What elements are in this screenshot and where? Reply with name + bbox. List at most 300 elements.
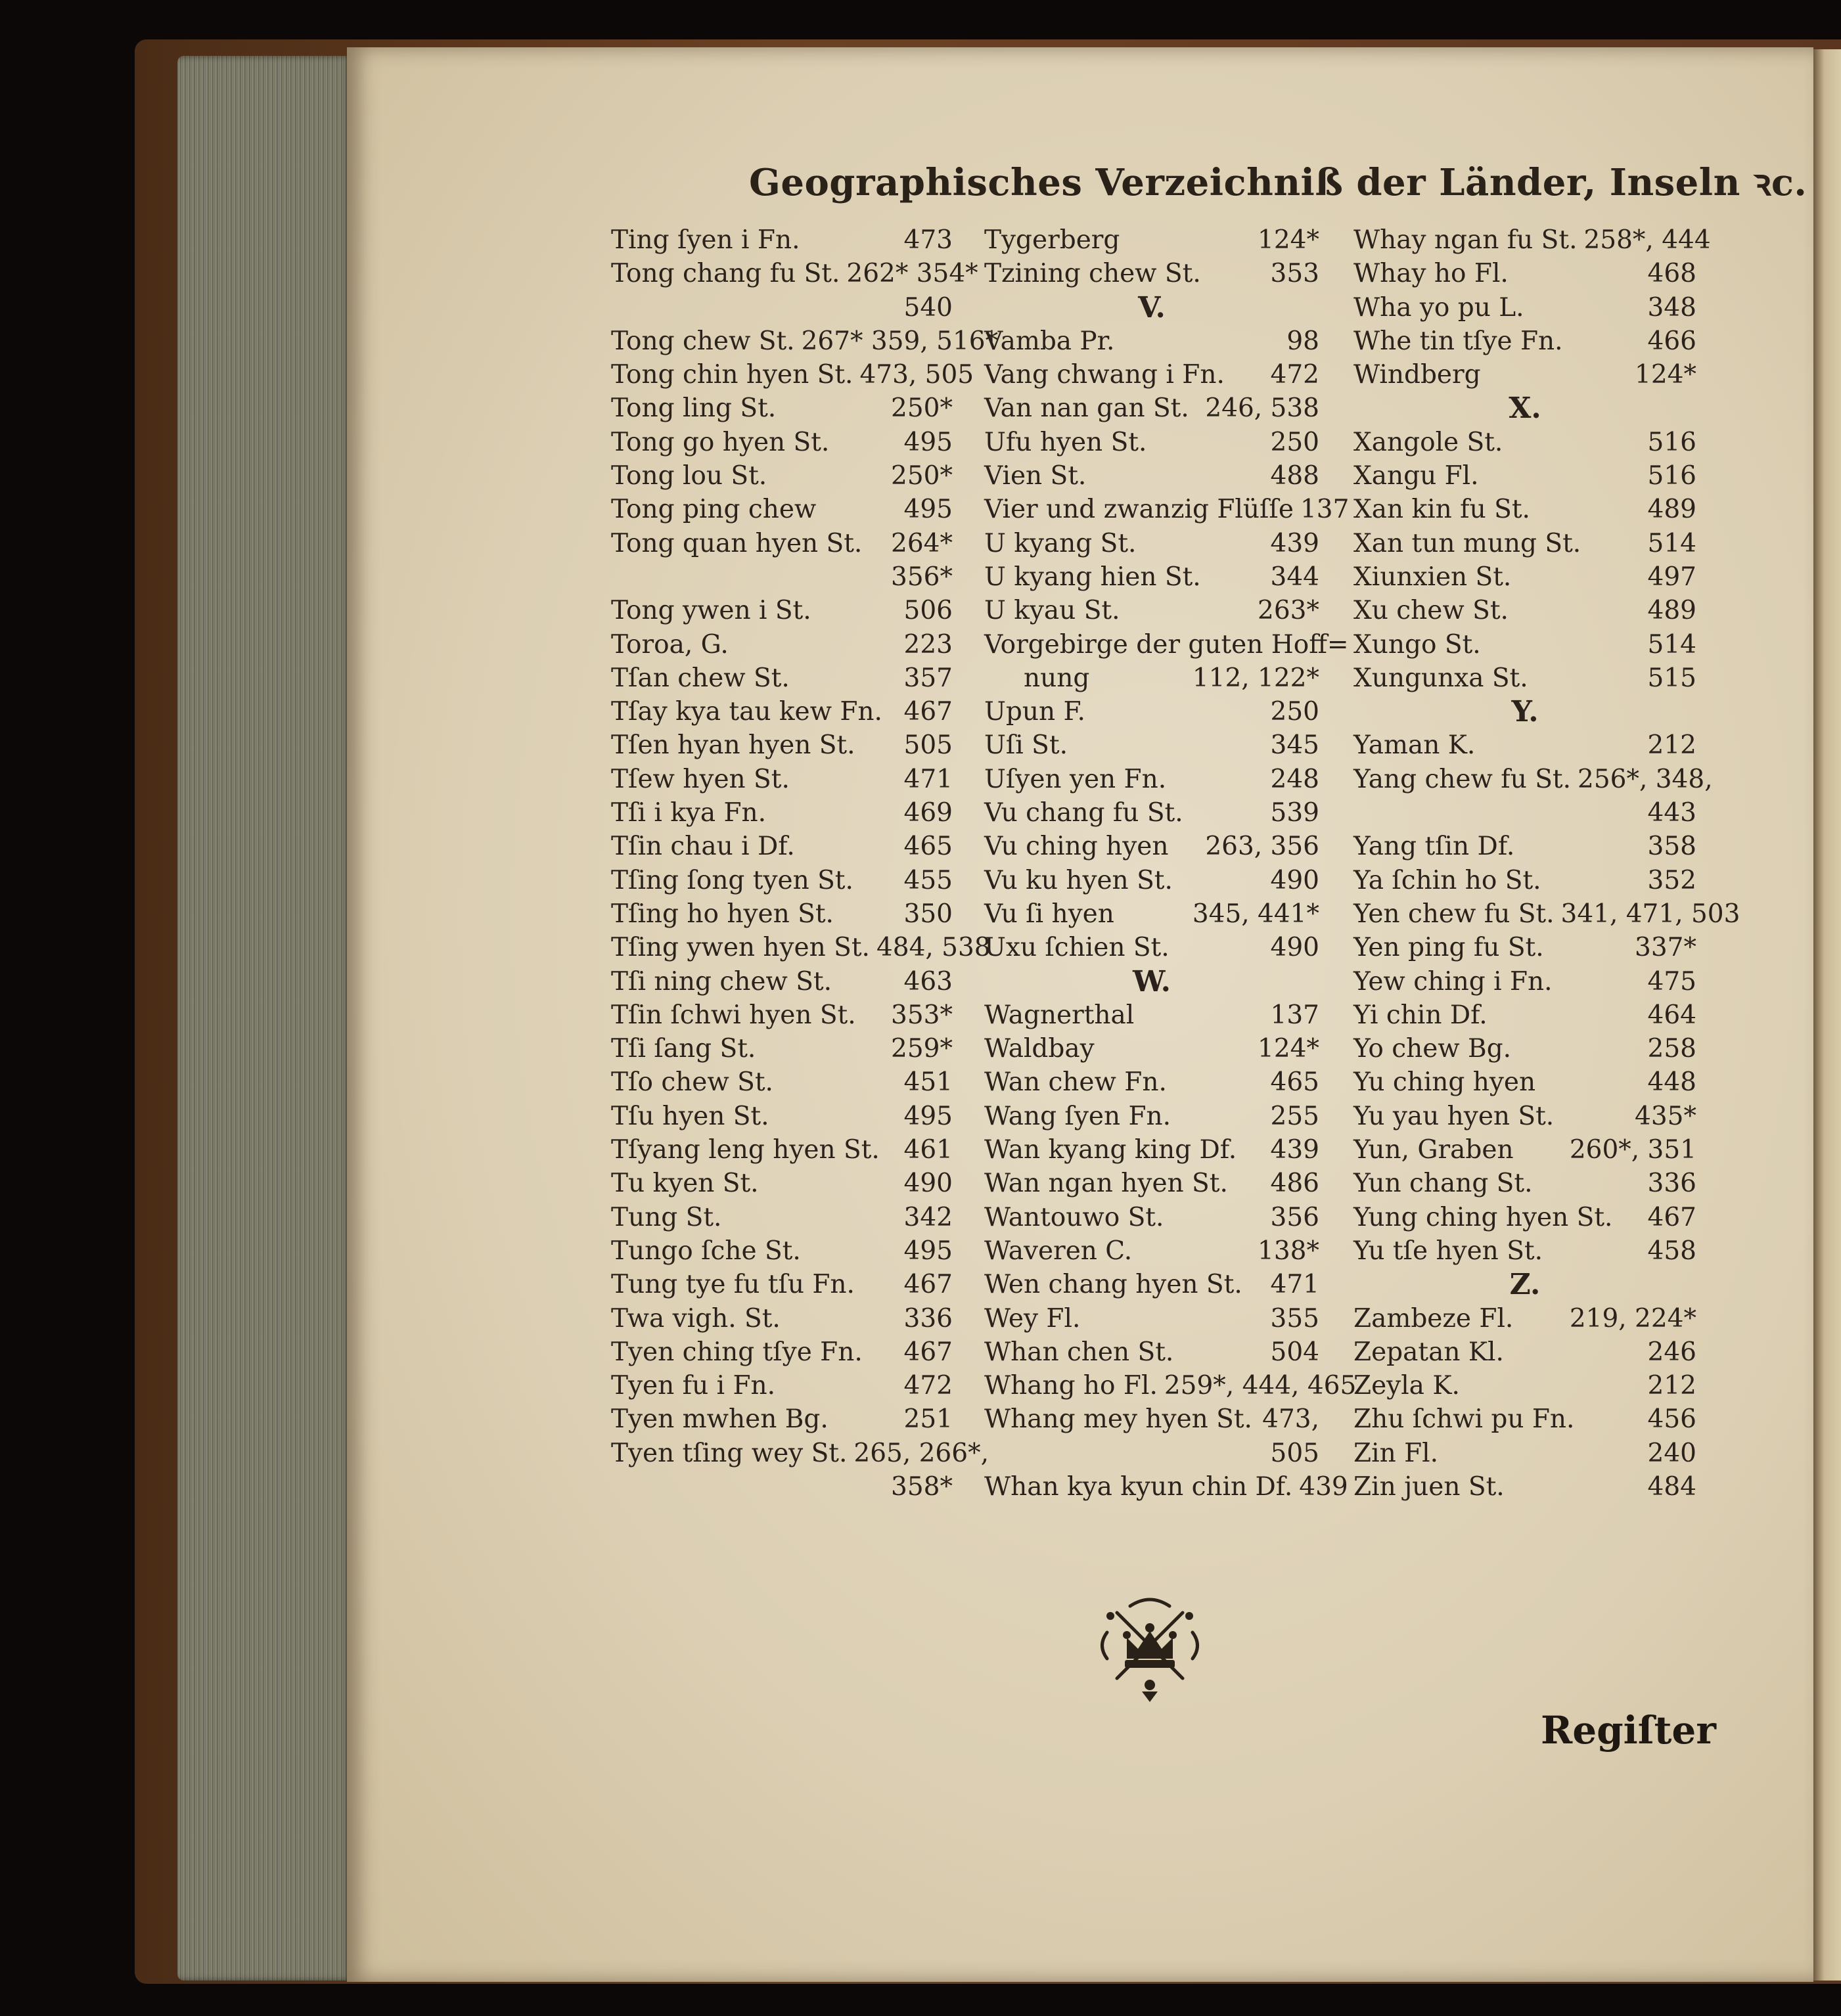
entry-pages: 505 [1270,1438,1319,1468]
index-entry [984,1335,1319,1369]
entry-name: Wey Fl. [984,1303,1081,1333]
entry-pages: 473 [903,225,953,255]
entry-pages: 439 [1299,1471,1348,1502]
index-entry [1353,1234,1696,1268]
index-entry [984,493,1350,526]
entry-pages: 495 [903,1101,953,1131]
entry-pages: 456 [1647,1404,1696,1435]
index-entry [984,1268,1319,1301]
index-entry [1353,1302,1696,1335]
entry-pages: 506 [903,596,953,626]
index-entry [611,1133,953,1167]
entry-name: Tſing ſong tyen St. [611,865,853,895]
index-entry-continuation [611,560,953,594]
entry-name: U kyang St. [984,528,1137,558]
entry-pages: 262* 354* [846,259,978,289]
index-entry [1353,728,1696,762]
entry-pages: 467 [1647,1202,1696,1232]
index-entry [984,931,1319,964]
entry-name: U kyau St. [984,596,1120,626]
index-entry [984,695,1319,728]
entry-name: U kyang hien St. [984,562,1201,592]
entry-name: Vorgebirge der guten Hoff= [984,629,1349,660]
index-entry [611,594,953,627]
index-entry [611,459,953,493]
entry-pages: 486 [1270,1169,1319,1199]
entry-name: Tſi i kya Fn. [611,798,767,828]
index-entry [611,1065,953,1099]
entry-pages: 504 [1270,1337,1319,1367]
entry-pages: 488 [1270,461,1319,491]
entry-pages: 464 [1647,1000,1696,1030]
index-entry [1353,257,1696,290]
index-entry [984,223,1319,257]
index-entry [611,965,953,998]
entry-name: Yu tſe hyen St. [1353,1236,1543,1266]
index-entry [1353,426,1696,459]
entry-name: Tu kyen St. [611,1169,759,1199]
entry-name: Wagnerthal [984,1000,1135,1030]
index-entry [611,998,953,1032]
entry-pages: 263* [1258,596,1319,626]
entry-name: Tſin chau i Df. [611,832,795,862]
entry-pages: 223 [903,629,953,660]
letter-heading: X. [1509,392,1541,426]
entry-pages: 435* [1635,1101,1696,1131]
index-entry [984,1100,1319,1133]
index-entry [1353,1167,1696,1200]
index-entry-continuation [611,1470,953,1504]
index-entry [1353,223,1711,257]
entry-pages: 255 [1270,1101,1319,1131]
entry-pages: 112, 122* [1192,663,1319,693]
entry-name: Waldbay [984,1034,1095,1064]
entry-pages: 250 [1270,697,1319,727]
entry-pages: 516 [1647,461,1696,491]
index-entry [1353,661,1696,695]
entry-name: Xan kin fu St. [1353,495,1530,525]
entry-name: Wha yo pu L. [1353,292,1524,323]
entry-pages: 352 [1647,865,1696,895]
entry-name: Uxu ſchien St. [984,933,1170,963]
index-entry [1353,1065,1696,1099]
entry-pages: 514 [1647,528,1696,558]
entry-name: Wan chew Fn. [984,1067,1167,1098]
index-entry [611,493,953,526]
entry-pages: 353* [891,1000,953,1030]
entry-pages: 461 [903,1135,953,1165]
entry-pages: 137 [1300,495,1350,525]
entry-pages: 467 [903,697,953,727]
entry-pages: 345, 441* [1192,899,1319,929]
entry-name: Tung tye fu tſu Fn. [611,1270,855,1300]
index-entry [984,459,1319,493]
entry-name: Whan kya kyun chin Df. [984,1471,1293,1502]
index-entry [611,628,953,661]
entry-name: Xangu Fl. [1353,461,1479,491]
entry-pages: 358* [891,1471,953,1502]
entry-pages: 219, 224* [1569,1303,1696,1333]
index-entry [611,763,953,796]
index-entry [1353,325,1696,358]
entry-pages: 246 [1647,1337,1696,1367]
entry-name: Yew ching i Fn. [1353,966,1553,997]
entry-name: Vu ſi hyen [984,899,1114,929]
entry-name: nung [1024,663,1090,693]
entry-name: Tong ling St. [611,393,777,424]
index-column-1 [611,223,999,1504]
index-entry [984,661,1319,695]
entry-name: Tſo chew St. [611,1067,773,1098]
entry-pages: 490 [1270,865,1319,895]
entry-pages: 258*, 444 [1583,225,1711,255]
index-entry [984,257,1319,290]
entry-pages: 355 [1270,1303,1319,1333]
index-entry [1353,763,1713,796]
entry-name: Tſew hyen St. [611,764,790,794]
entry-pages: 473, [1262,1404,1319,1435]
index-entry [611,223,953,257]
index-entry [1353,965,1696,998]
entry-name: Zambeze Fl. [1353,1303,1514,1333]
entry-pages: 448 [1647,1067,1696,1098]
entry-name: Whang ho Fl. [984,1371,1158,1401]
index-entry [984,1302,1319,1335]
entry-pages: 246, 538 [1205,393,1319,424]
index-entry [1353,1133,1696,1167]
entry-name: Tſin ſchwi hyen St. [611,1000,856,1030]
index-column-2 [984,223,1357,1504]
entry-name: Tſu hyen St. [611,1101,769,1131]
entry-name: Tyen mwhen Bg. [611,1404,829,1435]
entry-name: Twa vigh. St. [611,1303,781,1333]
page-edges [177,56,352,1981]
entry-name: Vier und zwanzig Flüſſe [984,495,1294,525]
entry-pages: 490 [1270,933,1319,963]
entry-pages: 358 [1647,832,1696,862]
index-entry [1353,291,1696,325]
index-entry [611,695,953,728]
index-entry [984,392,1319,425]
index-entry [984,1369,1357,1402]
entry-pages: 258 [1647,1034,1696,1064]
entry-name: Tong lou St. [611,461,767,491]
entry-pages: 138* [1258,1236,1319,1266]
entry-pages: 505 [903,730,953,761]
entry-pages: 495 [903,495,953,525]
index-entry [611,897,953,931]
entry-pages: 248 [1270,764,1319,794]
entry-name: Whang mey hyen St. [984,1404,1252,1435]
entry-name: Zepatan Kl. [1353,1337,1504,1367]
index-entry [1353,1201,1696,1234]
entry-name: Uſi St. [984,730,1068,761]
index-entry [611,392,953,425]
entry-pages: 455 [903,865,953,895]
entry-name: Whay ngan fu St. [1353,225,1578,255]
entry-pages: 540 [903,292,953,323]
entry-pages: 515 [1647,663,1696,693]
entry-name: Wang ſyen Fn. [984,1101,1171,1131]
index-entry [611,426,953,459]
entry-pages: 497 [1647,562,1696,592]
entry-pages: 484, 538 [876,933,991,963]
entry-name: Whan chen St. [984,1337,1174,1367]
index-entry [984,1032,1319,1065]
entry-name: Tſyang leng hyen St. [611,1135,880,1165]
entry-pages: 250* [891,393,953,424]
entry-name: Upun F. [984,697,1085,727]
entry-pages: 443 [1647,798,1696,828]
index-entry [611,1032,953,1065]
entry-pages: 451 [903,1067,953,1098]
entry-pages: 472 [1270,360,1319,390]
entry-pages: 263, 356 [1205,832,1319,862]
entry-pages: 336 [1647,1169,1696,1199]
entry-name: Tong quan hyen St. [611,528,863,558]
entry-name: Tſing ho hyen St. [611,899,834,929]
entry-name: Wan kyang king Df. [984,1135,1237,1165]
index-entry [611,728,953,762]
letter-heading: Y. [1511,695,1539,729]
entry-pages: 489 [1647,495,1696,525]
index-entry [1353,358,1696,392]
entry-pages: 344 [1270,562,1319,592]
letter-heading: W. [1133,964,1171,998]
entry-pages: 439 [1270,1135,1319,1165]
facing-page-edge [1813,49,1841,1981]
entry-pages: 495 [903,1236,953,1266]
entry-pages: 475 [1647,966,1696,997]
entry-name: Tong chang fu St. [611,259,840,289]
entry-pages: 489 [1647,596,1696,626]
index-entry [1353,1369,1696,1402]
entry-pages: 98 [1286,326,1319,356]
index-entry [611,864,953,897]
entry-pages: 465 [903,832,953,862]
index-entry [1353,1402,1696,1436]
index-entry [611,1167,953,1200]
index-entry [1353,1335,1696,1369]
entry-name: Zin juen St. [1353,1471,1505,1502]
entry-name: Whay ho Fl. [1353,259,1509,289]
index-entry [984,796,1319,830]
index-entry [984,864,1319,897]
index-entry [1353,931,1696,964]
index-entry [984,1065,1319,1099]
entry-pages: 514 [1647,629,1696,660]
entry-pages: 458 [1647,1236,1696,1266]
index-entry [611,1335,953,1369]
index-entry [1353,830,1696,863]
entry-name: Ting ſyen i Fn. [611,225,800,255]
entry-pages: 471 [1270,1270,1319,1300]
entry-pages: 345 [1270,730,1319,761]
index-entry [984,1167,1319,1200]
page-header: Geographisches Verzeichniß der Länder, Inseln ꝛc. [749,161,1807,204]
entry-name: Yo chew Bg. [1353,1034,1512,1064]
entry-pages: 250* [891,461,953,491]
index-entry [984,594,1319,627]
index-entry-continuation [984,1437,1319,1470]
entry-name: Vien St. [984,461,1087,491]
entry-name: Ya ſchin ho St. [1353,865,1541,895]
entry-pages: 539 [1270,798,1319,828]
index-entry [611,1369,953,1402]
index-entry [611,1302,953,1335]
entry-name: Tzining chew St. [984,259,1201,289]
entry-name: Xu chew St. [1353,596,1509,626]
entry-name: Tung St. [611,1202,722,1232]
index-entry [984,830,1319,863]
index-entry [984,527,1319,560]
entry-name: Vu ching hyen [984,832,1169,862]
entry-name: Tong chew St. [611,326,795,356]
index-entry [611,1100,953,1133]
entry-name: Tſi ſang St. [611,1034,756,1064]
index-entry [1353,560,1696,594]
index-entry [984,1133,1319,1167]
entry-name: Wantouwo St. [984,1202,1164,1232]
index-entry [984,426,1319,459]
index-entry [1353,459,1696,493]
entry-pages: 516 [1647,427,1696,457]
index-column-3 [1353,223,1740,1504]
index-entry [611,661,953,695]
index-entry [984,325,1319,358]
entry-pages: 336 [903,1303,953,1333]
entry-name: Vu chang fu St. [984,798,1183,828]
entry-pages: 350 [903,899,953,929]
index-entry [611,1402,953,1436]
entry-pages: 267* 359, 516* [801,326,999,356]
index-entry-continuation [1353,796,1696,830]
index-entry [611,830,953,863]
entry-pages: 250 [1270,427,1319,457]
entry-name: Tyen fu i Fn. [611,1371,776,1401]
entry-pages: 342 [903,1202,953,1232]
entry-pages: 356* [891,562,953,592]
entry-name: Tungo ſche St. [611,1236,801,1266]
entry-pages: 124* [1635,360,1696,390]
index-entry [1353,1437,1696,1470]
entry-name: Vang chwang i Fn. [984,360,1225,390]
index-entry [611,527,953,560]
entry-pages: 439 [1270,528,1319,558]
entry-name: Wan ngan hyen St. [984,1169,1228,1199]
entry-pages: 124* [1258,1034,1319,1064]
index-entry [1353,998,1696,1032]
index-entry [611,1201,953,1234]
entry-pages: 260*, 351 [1569,1135,1696,1165]
index-entry [1353,527,1696,560]
index-entry [611,325,999,358]
entry-name: Tong ywen i St. [611,596,811,626]
entry-name: Yaman K. [1353,730,1476,761]
entry-name: Yung ching hyen St. [1353,1202,1613,1232]
entry-pages: 467 [903,1270,953,1300]
entry-name: Xungunxa St. [1353,663,1528,693]
entry-pages: 137 [1270,1000,1319,1030]
index-entry [1353,864,1696,897]
entry-pages: 468 [1647,259,1696,289]
entry-pages: 264* [891,528,953,558]
index-entry [984,1470,1348,1504]
entry-name: Toroa, G. [611,629,729,660]
entry-name: Wen chang hyen St. [984,1270,1242,1300]
entry-name: Waveren C. [984,1236,1133,1266]
index-entry [984,728,1319,762]
entry-name: Tſing ywen hyen St. [611,933,870,963]
index-entry [1353,897,1740,931]
entry-name: Xangole St. [1353,427,1503,457]
entry-pages: 265, 266*, [853,1438,989,1468]
index-entry [611,1437,989,1470]
entry-name: Xan tun mung St. [1353,528,1581,558]
entry-pages: 495 [903,427,953,457]
entry-name: Yang chew fu St. [1353,764,1572,794]
entry-name: Yen chew fu St. [1353,899,1555,929]
entry-name: Vamba Pr. [984,326,1115,356]
entry-pages: 471 [903,764,953,794]
entry-name: Yi chin Df. [1353,1000,1488,1030]
entry-pages: 469 [903,798,953,828]
entry-name: Van nan gan St. [984,393,1189,424]
entry-name: Tong chin hyen St. [611,360,853,390]
entry-pages: 356 [1270,1202,1319,1232]
entry-name: Tſi ning chew St. [611,966,832,997]
index-entry [1353,594,1696,627]
index-entry [1353,1470,1696,1504]
entry-pages: 251 [903,1404,953,1435]
index-entry [611,1234,953,1268]
entry-pages: 465 [1270,1067,1319,1098]
entry-name: Tſay kya tau kew Fn. [611,697,882,727]
entry-pages: 357 [903,663,953,693]
crown-ornament-icon [1091,1586,1209,1705]
entry-name: Zeyla K. [1353,1371,1460,1401]
entry-pages: 463 [903,966,953,997]
entry-name: Tyen ching tſye Fn. [611,1337,863,1367]
entry-name: Yun, Graben [1353,1135,1514,1165]
entry-pages: 259* [891,1034,953,1064]
entry-pages: 490 [903,1169,953,1199]
entry-name: Ufu hyen St. [984,427,1147,457]
entry-pages: 467 [903,1337,953,1367]
entry-pages: 240 [1647,1438,1696,1468]
letter-heading: Z. [1509,1268,1541,1302]
entry-name: Zhu ſchwi pu Fn. [1353,1404,1575,1435]
entry-pages: 212 [1647,730,1696,761]
entry-pages: 466 [1647,326,1696,356]
index-entry [984,1402,1319,1436]
entry-name: Tong go hyen St. [611,427,830,457]
entry-pages: 337* [1635,933,1696,963]
entry-pages: 472 [903,1371,953,1401]
entry-name: Tyen tſing wey St. [611,1438,848,1468]
entry-pages: 353 [1270,259,1319,289]
catchword: Regiſter [1541,1708,1716,1753]
index-entry [611,1268,953,1301]
entry-name: Tygerberg [984,225,1120,255]
index-entry [984,560,1319,594]
entry-name: Yen ping fu St. [1353,933,1544,963]
index-entry [984,897,1319,931]
entry-name: Yang tſin Df. [1353,832,1515,862]
index-entry [984,1234,1319,1268]
index-entry [611,796,953,830]
entry-pages: 256*, 348, [1578,764,1713,794]
